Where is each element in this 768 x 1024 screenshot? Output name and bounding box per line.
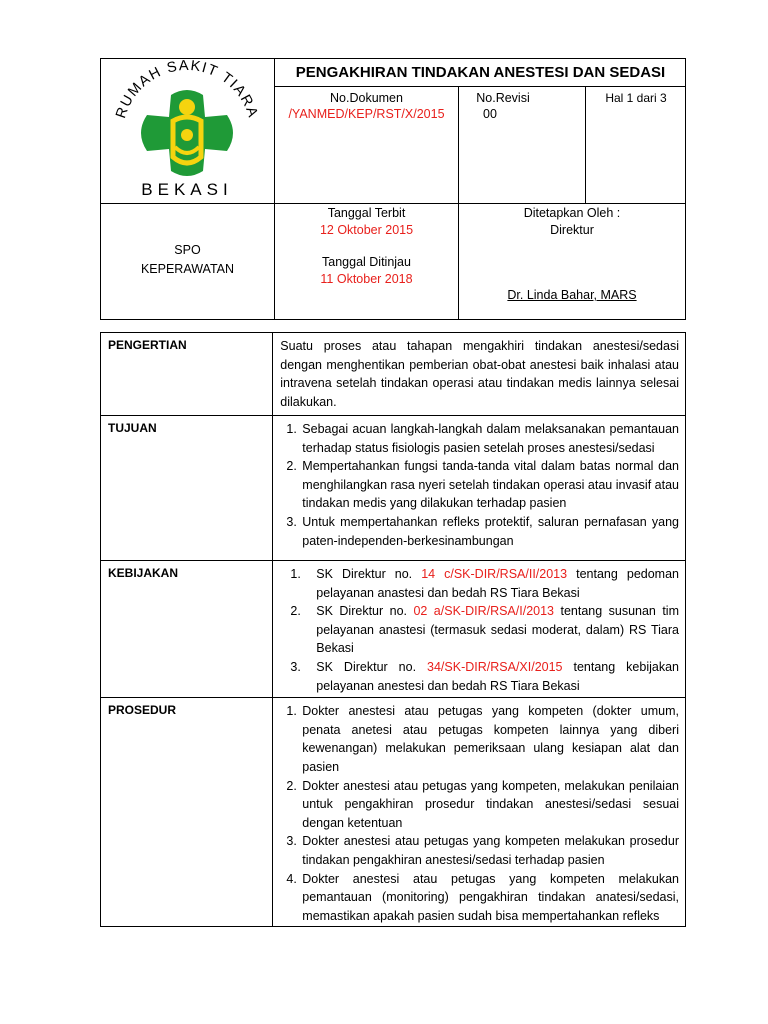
tujuan-list (280, 420, 679, 550)
document-title: PENGAKHIRAN TINDAKAN ANESTESI DAN SEDASI (295, 64, 666, 81)
section-label-pengertian: PENGERTIAN (101, 333, 273, 416)
row-prosedur (101, 698, 686, 927)
list-item: 1. SK Direktur no. 14 c/SK-DIR/RSA/II/2013 tentang pedoman pelayanan anastesi dan bedah RS Tiara Bekasi (304, 565, 679, 602)
list-item: 1. Sebagai acuan langkah-langkah dalam melaksanakan pemantauan terhadap status fisiologis pasien setelah proses anestesi/sedasi (300, 420, 679, 457)
row-pengertian (101, 333, 686, 416)
header-table (100, 58, 686, 320)
list-item: 3. Untuk mempertahankan refleks protektif, saluran pernafasan yang paten-independen-berkesinambungan (300, 513, 679, 550)
list-item: 4. Dokter anestesi atau petugas yang kompeten melakukan pemantauan (monitoring) pengakhiran tindakan anatesi/sedasi, memastikan apakah pasien sudah bisa mempertahankan refleks (300, 870, 679, 925)
list-item: 2. Dokter anestesi atau petugas yang kompeten, melakukan penilaian untuk pengakhiran prosedur tindakan anestesi/sedasi sesuai dengan ketentuan (300, 777, 679, 833)
pengertian-text: Suatu proses atau tahapan mengakhiri tindakan anestesi/sedasi dengan menghentikan pemberian obat-obat anestesi baik inhalasi atau intravena setelah tindakan operasi atau tindakan medis lainnya selesai dilakukan. (273, 333, 686, 416)
revision-value: 00 (483, 107, 497, 121)
approval-cell (459, 205, 685, 304)
logo-arc-text: RUMAH SAKIT TIARA (113, 59, 261, 121)
reviewed-date-value: 11 Oktober 2018 (320, 272, 413, 286)
issued-date-value: 12 Oktober 2015 (319, 223, 414, 237)
hospital-logo (101, 59, 274, 203)
logo-city-text: BEKASI (141, 180, 233, 199)
doc-number-value: /YANMED/KEP/RST/X/2015 (288, 107, 445, 121)
list-item: 3. SK Direktur no. 34/SK-DIR/RSA/XI/2015 tentang kebijakan pelayanan anestesi dan bedah RS Tiara Bekasi (304, 658, 679, 695)
page-number: Hal 1 dari 3 (605, 91, 667, 105)
section-label-prosedur: PROSEDUR (101, 698, 273, 927)
logo-graphic (101, 59, 274, 203)
spo-line2: KEPERAWATAN (140, 262, 235, 276)
kebijakan-list (280, 565, 679, 695)
dates-cell (275, 205, 458, 288)
content-table (100, 332, 686, 927)
revision-label: No.Revisi (476, 91, 530, 105)
sk-reference: 34/SK-DIR/RSA/XI/2015 (427, 659, 563, 674)
doc-number-cell (275, 90, 458, 122)
list-item: 1. Dokter anestesi atau petugas yang kompeten (dokter umum, penata anetesi atau petugas kompeten lainnya yang diberi kewenangan) melakukan pemeriksaan ulang kesiapan alat dan pasien (300, 702, 679, 776)
list-item: 2. Mempertahankan fungsi tanda-tanda vital dalam batas normal dan menghilangkan rasa nyeri setelah tindakan operasi atau invasif atau tindakan medis yang dilakukan terhadap pasien (300, 457, 679, 513)
revision-cell (459, 90, 547, 122)
sk-reference: 02 a/SK-DIR/RSA/I/2013 (413, 604, 555, 619)
reviewed-date-label: Tanggal Ditinjau (322, 255, 411, 269)
approver-role: Direktur (550, 223, 594, 237)
list-item: 3. Dokter anestesi atau petugas yang kompeten melakukan prosedur tindakan pengakhiran anestesi/sedasi terhadap pasien (300, 832, 679, 869)
sk-reference: 14 c/SK-DIR/RSA/II/2013 (421, 567, 568, 581)
signatory-name: Dr. Linda Bahar, MARS (507, 288, 637, 302)
prosedur-list (280, 702, 679, 924)
section-label-tujuan: TUJUAN (101, 416, 273, 561)
row-kebijakan (101, 561, 686, 698)
spo-label (101, 241, 274, 279)
approved-by-label: Ditetapkan Oleh : (523, 206, 621, 220)
section-label-kebijakan: KEBIJAKAN (101, 561, 273, 698)
list-item: 2. SK Direktur no. 02 a/SK-DIR/RSA/I/2013 tentang susunan tim pelayanan anastesi (termasuk sedasi moderat, dalam) RS Tiara Bekasi (304, 602, 679, 658)
doc-number-label: No.Dokumen (330, 91, 403, 105)
spo-line1: SPO (174, 243, 201, 257)
issued-date-label: Tanggal Terbit (327, 206, 406, 220)
row-tujuan (101, 416, 686, 561)
